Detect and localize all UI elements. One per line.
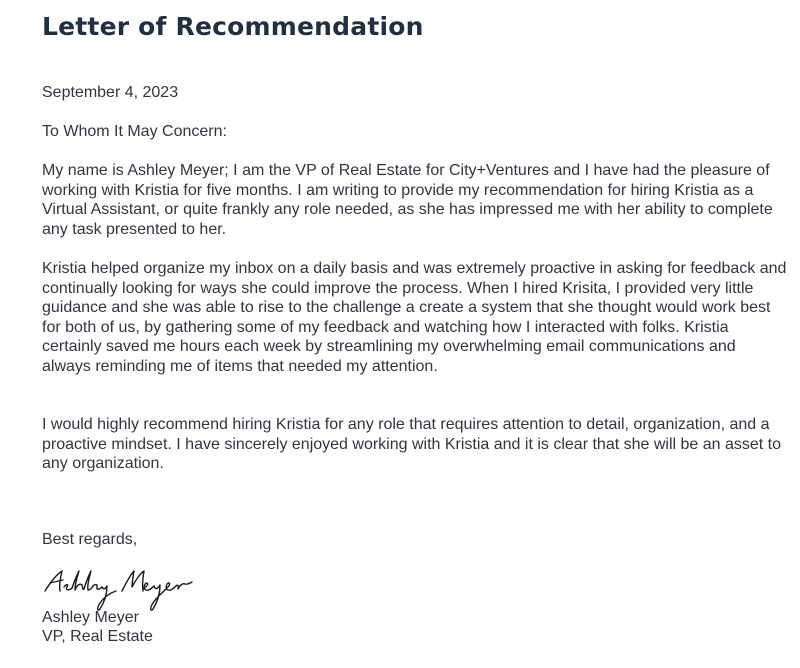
salutation: To Whom It May Concern: xyxy=(42,123,227,140)
signer-title: VP, Real Estate xyxy=(42,628,153,645)
signer-name: Ashley Meyer xyxy=(42,609,139,626)
letter-title: Letter of Recommendation xyxy=(42,12,424,41)
body-paragraph-1: My name is Ashley Meyer; I am the VP of Real Estate for City+Ventures and I have had the pleasure of working with Kristia for five months. I am writing to provide my recommendation for hiring Kristia as a Virtual Assistant, or quite frankly any role needed, as she has impressed me with her ability to complete any task presented to her. xyxy=(42,162,773,238)
body-paragraph-2: Kristia helped organize my inbox on a daily basis and was extremely proactive in asking for feedback and continually looking for ways she could improve the process. When I hired Krisita, I provided very little guidance and she was able to rise to the challenge a create a system that she thought would work best for both of us, by gathering some of my feedback and watching how I interacted with folks. Kristia certainly saved me hours each week by streamlining my overwhelming email communications and always reminding me of items that needed my attention. xyxy=(42,260,787,375)
body-paragraph-3: I would highly recommend hiring Kristia for any role that requires attention to detail, organization, and a proactive mindset. I have sincerely enjoyed working with Kristia and it is clear that she will be an asset to any organization. xyxy=(42,416,782,472)
letter-date: September 4, 2023 xyxy=(42,84,179,101)
closing: Best regards, xyxy=(42,531,138,548)
